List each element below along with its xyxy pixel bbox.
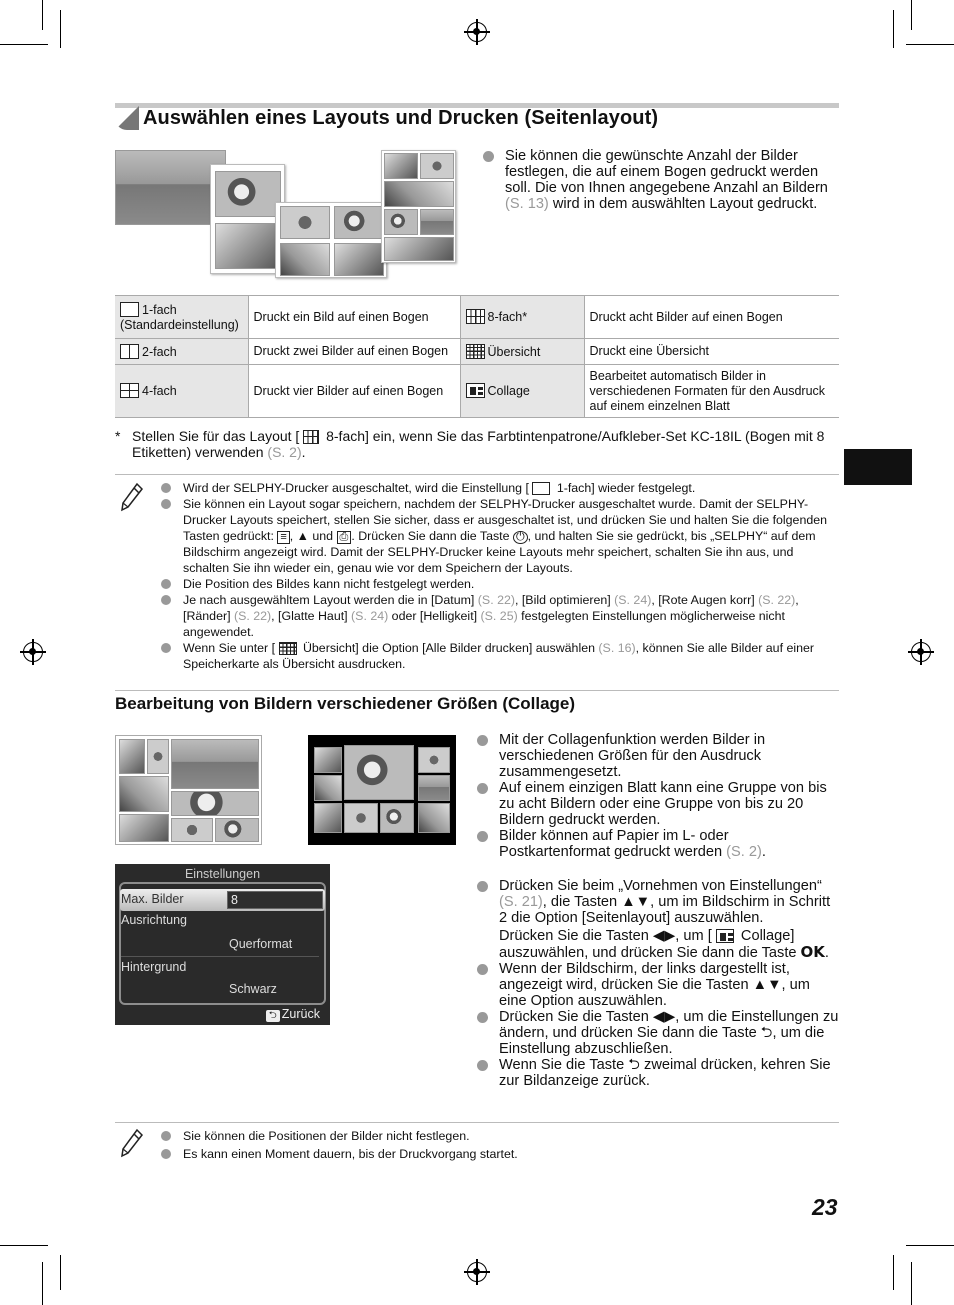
pencil-icon [120,482,144,512]
bullet-icon [477,735,488,746]
table-cell: Bearbeitet automatisch Bilder in verschiedenen Formaten für den Ausdruck auf einem einzelnen Blatt [584,365,839,418]
crop-mark [911,1262,912,1305]
max-images-label: Max. Bilder [121,892,184,906]
section-title: Bearbeitung von Bildern verschiedener Größen (Collage) [115,694,576,713]
back-key-icon: ⮌ [266,1010,280,1022]
registration-mark-icon [911,642,931,662]
pencil-icon [120,1128,144,1158]
page-title: Auswählen eines Layouts und Drucken (Seitenlayout) [143,107,659,129]
list-item: Wenn der Bildschirm, der links dargestellt ist, angezeigt wird, drücken Sie die Tasten ▲▼, um eine Option auszuwählen. [499,961,839,1009]
footnote-star: * [115,428,121,444]
footnote-text: . [301,444,306,460]
orientation-value[interactable]: Querformat [229,937,293,951]
divider [115,1122,839,1123]
footnote-text: 8-fach] ein, wenn Sie das Farbtintenpatrone/Aufkleber-Set KC-18IL (Bogen mit 8 Etiketten) verwenden [132,428,825,460]
table-cell: Collage [460,365,584,418]
crop-mark [893,1255,894,1290]
bullet-icon [161,483,171,493]
index-icon [466,344,485,359]
crop-mark [42,0,43,30]
heading-marker-icon [115,106,139,130]
background-value[interactable]: Schwarz [229,982,277,996]
bullet-icon [161,499,171,509]
orientation-label: Ausrichtung [121,913,188,927]
layout-table [115,295,839,418]
eight-frame-icon [303,430,319,444]
registration-mark-icon [23,642,43,662]
registration-mark-icon [467,22,487,42]
page-reference: (S. 2) [267,444,302,460]
table-cell: 2-fach [115,339,248,365]
divider [115,474,839,475]
crop-mark [60,10,61,48]
crop-mark [911,0,912,30]
table-cell: Druckt ein Bild auf einen Bogen [248,296,460,339]
table-cell: 4-fach [115,365,248,418]
note-item: Sie können die Positionen der Bilder nicht festlegen. [183,1127,833,1145]
list-item: Wenn Sie die Taste ⮌ zweimal drücken, kehren Sie zur Bildanzeige zurück. [499,1057,839,1089]
note-item: Es kann einen Moment dauern, bis der Druckvorgang startet. [183,1145,833,1163]
crop-mark [0,44,48,45]
ok-key-icon: OK [800,943,825,961]
steps-list [499,878,839,1089]
intro-text: wird in dem auswählten Layout gedruckt. [548,196,818,212]
divider [115,690,839,691]
note-item: Wird der SELPHY-Drucker ausgeschaltet, wird die Einstellung [ 1-fach] wieder festgelegt. [183,480,833,496]
bullet-icon [477,964,488,975]
bullet-icon [483,151,494,162]
table-cell: Übersicht [460,339,584,365]
crop-mark [893,10,894,48]
footnote-text: Stellen Sie für das Layout [ [132,428,304,444]
bullet-icon [161,1149,171,1159]
table-cell: Druckt eine Übersicht [584,339,839,365]
table-cell: 8-fach* [460,296,584,339]
table-cell: Druckt acht Bilder auf einen Bogen [584,296,839,339]
collage-bullets [499,732,839,860]
background-label: Hintergrund [121,960,187,974]
back-key-icon: ⮌ [628,1057,640,1073]
print-key-icon: ⎙ [337,531,352,544]
table-row [115,339,839,365]
bullet-icon [161,643,171,653]
table-cell: 1-fach (Standardeinstellung) [115,296,248,339]
note-item: Sie können ein Layout sogar speichern, nachdem der SELPHY-Drucker ausgeschaltet wurde. Damit der SELPHY-Drucker Layouts speichert, stellen Sie sicher, dass er ausgeschaltet ist, und drücken Sie und halten Sie die folgenden Tasten gedrückt: ≡ , ▲ und ⎙ . Drücken Sie dann die Taste ⏻ , und halten Sie sie gedrückt, bis „SELPHY“ auf dem Bildschirm angezeigt wird. Damit der SELPHY-Drucker keine Layouts mehr speichert, schalten Sie ihn aus, und schalten Sie ihn wieder ein, genau wie vor dem Speichern der Layouts. [183,496,833,576]
table-row [115,296,839,339]
list-item-continued: Drücken Sie die Tasten ◀▶, um [ Collage] auszuwählen, und drücken Sie dann die Taste OK. [499,928,829,961]
crop-mark [42,1262,43,1305]
bullet-icon [477,1060,488,1071]
bullet-icon [161,595,171,605]
list-item: Mit der Collagenfunktion werden Bilder in verschiedenen Größen für den Ausdruck zusammengesetzt. [499,732,839,780]
photo-sheet-eight [275,202,387,278]
intro-text: Sie können die gewünschte Anzahl der Bilder festlegen, die auf einem Bogen gedruckt werden soll. Die von Ihnen angegebene Anzahl an Bildern [505,148,828,196]
crop-mark [906,44,954,45]
footnote [115,428,825,460]
bullet-icon [477,783,488,794]
note-item: Je nach ausgewähltem Layout werden die in [Datum] (S. 22), [Bild optimieren] (S. 24), [Rote Augen korr] (S. 22), [Ränder] (S. 22), [Glatte Haut] (S. 24) oder [Helligkeit] (S. 25) festgelegten Einstellungen möglicherweise nicht angewendet. [183,592,833,640]
photo-sheet-four [210,164,285,274]
page-reference: (S. 13) [505,196,549,212]
screen-title: Einstellungen [184,867,261,881]
table-cell: Druckt zwei Bilder auf einen Bogen [248,339,460,365]
two-frame-icon [120,344,139,359]
back-label: Zurück [281,1007,320,1021]
list-item: Drücken Sie beim „Vornehmen von Einstellungen“ (S. 21), die Tasten ▲▼, um im Bildschirm in Schritt 2 die Option [Seitenlayout] auszuwählen. [499,878,839,926]
single-frame-icon [120,302,139,317]
index-icon [279,642,297,655]
table-row [115,365,839,418]
divider [121,956,319,957]
photo-sheet-collage [381,150,456,263]
single-frame-icon [532,482,550,495]
note-item: Wenn Sie unter [ Übersicht] die Option [Alle Bilder drucken] auswählen (S. 16), können Sie alle Bilder auf einer Speicherkarte als Übersicht ausdrucken. [183,640,833,672]
section-tab [844,449,912,485]
max-images-value[interactable]: 8 [227,891,323,909]
back-key-icon: ⮌ [760,1025,773,1041]
bullet-icon [477,831,488,842]
crop-mark [906,1245,954,1246]
intro-bullet [505,148,840,212]
list-item: Drücken Sie die Tasten ◀▶, um die Einstellungen zu ändern, und drücken Sie dann die Taste ⮌, um die Einstellung abzuschließen. [499,1009,839,1057]
collage-example-black [308,735,456,845]
notes-list [183,480,833,672]
note-item: Die Position des Bildes kann nicht festgelegt werden. [183,576,833,592]
registration-mark-icon [467,1262,487,1282]
page-number: 23 [812,1194,838,1220]
list-item: Auf einem einzigen Blatt kann eine Gruppe von bis zu acht Bildern oder eine Gruppe von bis zu 20 Bildern gedruckt werden. [499,780,839,828]
settings-screen [115,864,330,1025]
bullet-icon [161,1131,171,1141]
collage-icon [466,383,485,398]
list-item: Bilder können auf Papier im L- oder Postkartenformat gedruckt werden (S. 2). [499,828,839,860]
power-key-icon: ⏻ [513,531,528,544]
crop-mark [60,1255,61,1290]
collage-icon [716,929,734,943]
table-cell: Druckt vier Bilder auf einen Bogen [248,365,460,418]
menu-key-icon: ≡ [277,531,289,544]
four-frame-icon [120,383,139,398]
crop-mark [0,1245,48,1246]
back-button[interactable] [266,1007,320,1022]
bullet-icon [477,881,488,892]
notes-list-2 [183,1127,833,1163]
collage-example-white [115,735,262,845]
bullet-icon [477,1012,488,1023]
eight-frame-icon [466,309,485,324]
bullet-icon [161,579,171,589]
